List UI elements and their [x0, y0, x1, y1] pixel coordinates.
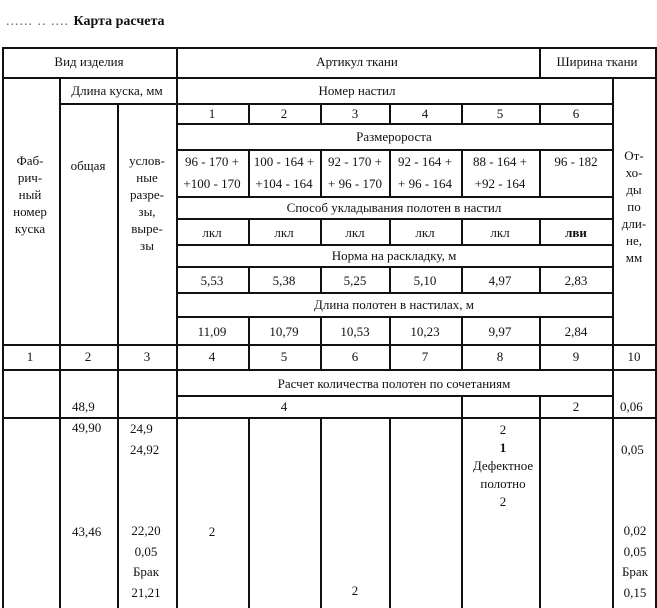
- size-3b: + 96 - 170: [328, 176, 382, 191]
- row-a-total: 48,9: [72, 399, 95, 414]
- row-a-col4: 4: [280, 399, 288, 414]
- size-5a: 88 - 164 +: [473, 154, 527, 169]
- col-number-2: 2: [84, 349, 92, 364]
- rule: [248, 149, 250, 196]
- panel-length-3: 10,53: [340, 324, 370, 339]
- header-laying-method: Способ укладывания полотен в настил: [286, 200, 502, 215]
- rule: [2, 344, 656, 346]
- size-1a: 96 - 170 +: [185, 154, 239, 169]
- header-conditional-cuts: услов- ные разре- зы, выре- зы: [129, 153, 165, 253]
- rule: [461, 316, 463, 369]
- rule: [389, 316, 391, 369]
- row-c-waste: 0,02 0,05 Брак 0,15: [621, 523, 649, 600]
- row-b-waste: 0,05: [621, 442, 644, 457]
- row-a-col9: 2: [572, 399, 580, 414]
- spread-number-5: 5: [496, 106, 504, 121]
- rule: [461, 103, 463, 123]
- header-calculation: Расчет количества полотен по сочетаниям: [277, 376, 511, 391]
- size-4a: 92 - 164 +: [398, 154, 452, 169]
- size-2a: 100 - 164 +: [253, 154, 315, 169]
- col-number-4: 4: [208, 349, 216, 364]
- laying-6: лви: [565, 225, 587, 240]
- rule: [612, 77, 614, 608]
- rule: [539, 395, 541, 608]
- rule: [461, 395, 463, 608]
- rule: [248, 316, 250, 369]
- rule: [461, 266, 463, 292]
- rule: [176, 292, 613, 294]
- rule: [117, 103, 119, 608]
- row-c-col4: 2: [208, 524, 216, 539]
- panel-length-2: 10,79: [269, 324, 299, 339]
- panel-length-6: 2,84: [564, 324, 588, 339]
- norm-5: 4,97: [488, 273, 512, 288]
- rule: [2, 77, 656, 79]
- laying-2: лкл: [274, 225, 294, 240]
- title-prefix: ...... .. ....: [6, 14, 74, 29]
- rule: [320, 316, 322, 369]
- rule: [389, 103, 391, 123]
- spread-number-2: 2: [280, 106, 288, 121]
- rule: [2, 417, 656, 419]
- header-spread-number: Номер настил: [318, 83, 396, 98]
- rule: [59, 77, 61, 608]
- rule: [389, 218, 391, 244]
- rule: [539, 149, 541, 196]
- row-c-col6: 2: [351, 583, 359, 598]
- rule: [389, 149, 391, 196]
- spread-number-6: 6: [572, 106, 580, 121]
- rule: [539, 266, 541, 292]
- spread-number-4: 4: [421, 106, 429, 121]
- header-layout-norm: Норма на раскладку, м: [331, 248, 457, 263]
- header-fabric-width: Ширина ткани: [556, 54, 638, 69]
- rule: [461, 218, 463, 244]
- rule: [176, 244, 613, 246]
- row-c-conditional: 22,20 0,05 Брак 21,21: [131, 523, 161, 600]
- rule: [389, 417, 391, 608]
- rule: [59, 103, 613, 105]
- card-title: [6, 14, 165, 30]
- col-number-7: 7: [421, 349, 429, 364]
- rule: [2, 369, 656, 371]
- row-b-total: 49,90: [72, 420, 102, 435]
- title-text: Карта расчета: [73, 14, 165, 29]
- size-6a: 96 - 182: [554, 154, 598, 169]
- rule: [248, 417, 250, 608]
- rule: [248, 218, 250, 244]
- laying-3: лкл: [345, 225, 365, 240]
- header-total: общая: [70, 158, 106, 173]
- col-number-8: 8: [496, 349, 504, 364]
- header-size-heights: Размеророста: [356, 129, 432, 144]
- row-a-waste: 0,06: [620, 399, 643, 414]
- header-waste: От- хо- ды по дли- не, мм: [621, 148, 647, 265]
- size-1b: +100 - 170: [183, 176, 241, 191]
- size-2b: +104 - 164: [255, 176, 313, 191]
- laying-1: лкл: [202, 225, 222, 240]
- rule: [539, 316, 541, 369]
- rule: [248, 266, 250, 292]
- panel-length-1: 11,09: [197, 324, 227, 339]
- rule: [461, 149, 463, 196]
- laying-4: лкл: [415, 225, 435, 240]
- panel-length-4: 10,23: [410, 324, 440, 339]
- header-factory-number: Фаб- рич- ный номер куска: [13, 153, 47, 236]
- norm-4: 5,10: [413, 273, 437, 288]
- norm-3: 5,25: [343, 273, 367, 288]
- panel-length-5: 9,97: [488, 324, 512, 339]
- col-number-6: 6: [351, 349, 359, 364]
- col-number-9: 9: [572, 349, 580, 364]
- rule: [176, 149, 613, 151]
- col-number-3: 3: [143, 349, 151, 364]
- rule: [320, 417, 322, 608]
- rule: [176, 196, 613, 198]
- row-b-cond-2: 24,92: [130, 442, 160, 457]
- row-c-total: 43,46: [72, 524, 102, 539]
- row-b-cond-1: 24,9: [130, 421, 153, 436]
- header-product-type: Вид изделия: [54, 54, 124, 69]
- rule: [539, 47, 541, 77]
- rule: [539, 218, 541, 244]
- size-4b: + 96 - 164: [398, 176, 452, 191]
- size-3a: 92 - 170 +: [328, 154, 382, 169]
- row-b-col8: 2 1 Дефектное полотно 2: [472, 422, 534, 509]
- rule: [320, 103, 322, 123]
- header-fabric-article: Артикул ткани: [316, 54, 398, 69]
- norm-2: 5,38: [272, 273, 296, 288]
- spread-number-3: 3: [351, 106, 359, 121]
- rule: [176, 123, 613, 125]
- col-number-5: 5: [280, 349, 288, 364]
- rule: [248, 103, 250, 123]
- rule: [320, 149, 322, 196]
- norm-6: 2,83: [564, 273, 588, 288]
- laying-5: лкл: [490, 225, 510, 240]
- rule: [539, 103, 541, 123]
- rule: [176, 266, 613, 268]
- rule: [2, 47, 4, 608]
- rule: [389, 266, 391, 292]
- rule: [2, 47, 656, 49]
- header-panel-length: Длина полотен в настилах, м: [313, 297, 475, 312]
- rule: [320, 266, 322, 292]
- header-piece-length: Длина куска, мм: [71, 83, 163, 98]
- size-5b: +92 - 164: [474, 176, 526, 191]
- rule: [176, 47, 178, 608]
- rule: [176, 218, 613, 220]
- rule: [320, 218, 322, 244]
- norm-1: 5,53: [200, 273, 224, 288]
- rule: [176, 395, 613, 397]
- col-number-10: 10: [627, 349, 641, 364]
- rule: [176, 316, 613, 318]
- spread-number-1: 1: [208, 106, 216, 121]
- col-number-1: 1: [26, 349, 34, 364]
